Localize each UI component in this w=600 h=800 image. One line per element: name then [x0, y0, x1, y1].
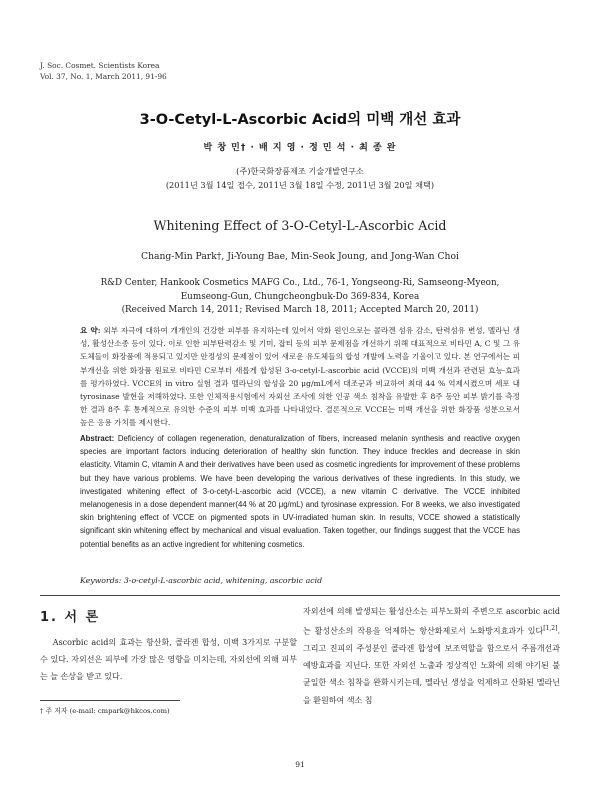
citation[interactable]: [1,2] — [543, 625, 558, 633]
journal-info — [40, 60, 167, 82]
korean-abstract — [80, 324, 520, 430]
english-abstract — [80, 432, 520, 551]
affiliation-line-2: Eumseong-Gun, Chungcheongbuk-Do 369-834, Korea — [180, 291, 420, 302]
keywords — [80, 576, 322, 585]
right-column-text — [303, 603, 560, 709]
english-dates: (Received March 14, 2011; Revised March 18, 2011; Accepted March 20, 2011) — [121, 305, 479, 315]
left-column-text: Ascorbic acid의 효과는 항산화, 콜라겐 합성, 미백 3가지로 구분할 수 있다. 자외선은 피부에 가장 많은 영향을 미치는데, 자외선에 의해 피부는 늘 손상을 받고 있다. — [40, 638, 297, 682]
footnote: † 주 저자 (e-mail: cmpark@hkcos.com) — [40, 707, 170, 715]
journal-name: J. Soc. Cosmet. Scientists Korea — [40, 61, 160, 70]
right-text-part-1: 자외선에 의해 발생되는 활성산소는 피부노화의 주변으로 ascorbic acid는 활성산소의 작용을 억제하는 항산화제로서 노화방지효과가 있다 — [303, 607, 560, 636]
korean-authors: 박 창 민† · 배 지 영 · 정 민 석 · 최 종 완 — [203, 143, 397, 153]
korean-dates: (2011년 3월 14일 접수, 2011년 3월 18일 수정, 2011년 3월 20일 채택) — [165, 180, 435, 190]
english-authors: Chang-Min Park†, Ji-Young Bae, Min-Seok Joung, and Jong-Wan Choi — [141, 251, 459, 262]
section-heading: 1. 서 론 — [40, 610, 101, 625]
korean-abstract-label: 요 약: — [80, 326, 101, 335]
affiliation-line-1: R&D Center, Hankook Cosmetics MAFG Co., Ltd., 76-1, Yongseong-Ri, Samseong-Myeon, — [100, 278, 500, 288]
divider — [40, 595, 560, 596]
korean-title: 3-O-Cetyl-L-Ascorbic Acid의 미백 개선 효과 — [139, 112, 461, 128]
korean-abstract-text: 외부 자극에 대하여 개개인의 건강한 피부를 유지하는데 있어서 악화 원인으로는 콜라겐 섬유 감소, 탄력섬유 변성, 멜라닌 생성, 활성산소종 등이 있다. 이로 인한 피부탄력감소 및 기미, 잡티 등의 피부 문제점을 개선하기 위해 대표적으로 비타민 A, C 및 그 유도체들이 화장품에 적용되고 있지만 안정성의 문제점이 있어 새로운 유도체들의 합성 개발에 노력을 기울이고 있다. 본 연구에서는 피부개선을 위한 화장품 원료로 비타민 C로부터 새롭게 합성된 3-o-cetyl-L-ascorbic acid (VCCE)의 미백 개선과 관련된 효능·효과를 평가하였다. VCCE의 in vitro 실험 결과 멜라닌의 합성을 20 μg/mL에서 대조군과 비교하여 최대 44 % 억제시켰으며 세포 내 tyrosinase 발현을 저해하였다. 또한 인체적용시험에서 자외선 조사에 의한 인공 색소 침착을 유발한 후 8주 동안 피부 밝기를 측정한 결과 8주 후 통계적으로 유의한 수준의 피부 미백 효과를 나타내었다. 결론적으로 VCCE는 미백 개선을 위한 화장품 성분으로서 높은 응용 가치를 제시한다. — [80, 326, 520, 428]
journal-volume: Vol. 37, No. 1, March 2011, 91-96 — [40, 72, 167, 81]
english-affiliation — [40, 277, 560, 318]
english-title: Whitening Effect of 3-O-Cetyl-L-Ascorbic Acid — [153, 218, 447, 233]
right-text-part-2: . 그리고 진피의 주성분인 콜라겐 합성에 보조역할을 함으로서 주름개선과 예방효과를 지닌다. 또한 자외선 노출과 정상적인 노화에 의해 야기된 불균일한 색소 침착을 완화시키는데, 멜라닌 생성을 억제하고 산화된 멜라닌을 환원하여 색소 침 — [303, 626, 560, 705]
korean-affiliation: (주)한국화장품제조 기술개발연구소 — [236, 166, 364, 176]
english-abstract-label: Abstract: — [80, 434, 115, 443]
keywords-label: Keywords: — [80, 576, 122, 585]
page-number: 91 — [295, 760, 305, 769]
english-abstract-text: Deficiency of collagen regeneration, denaturalization of fibers, increased melanin synthesis and reactive oxygen species are important factors inducing deterioration of healthy skin function. They induce freckles and decrease in skin elasticity. Vitamin C, vitamin A and their derivatives have been used as cosmetic ingredients for improvement of these problems but they have various problems. We have been developing the various derivatives of these ingredients. In this study, we investigated whitening effect of 3-o-cetyl-L-ascorbic acid (VCCE), a new vitamin C derivative. The VCCE inhibited melanogenesis in a dose dependent manner(44 % at 20 μg/mL) and tyrosinase expression. For 8 weeks, we also investigated skin brightening effect of VCCE on pigmented spots in UV-irradiated human skin. In results, VCCE showed a statistically significant skin whitening effect by mechanical and visual evaluation. Taken together, our findings suggest that the VCCE has potential benefits as an active ingredient for whitening cosmetics. — [80, 434, 520, 549]
footnote-rule — [40, 700, 180, 701]
keywords-text: 3-o-cetyl-L-ascorbic acid, whitening, ascorbic acid — [123, 576, 323, 585]
